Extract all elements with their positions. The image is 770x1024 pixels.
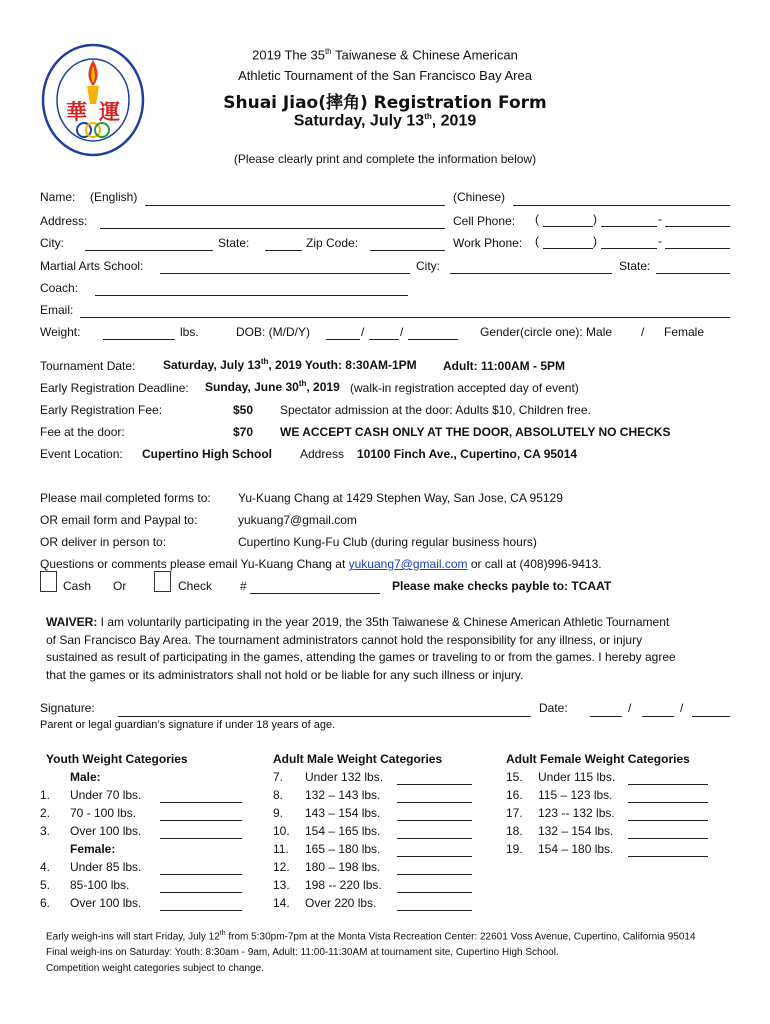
weight-label: Weight: [40, 325, 81, 339]
signature-date-month[interactable] [590, 716, 622, 717]
tournament-date-label: Tournament Date: [40, 359, 136, 373]
dob-day-field[interactable] [369, 339, 399, 340]
category-label: 154 – 180 lbs. [538, 842, 614, 856]
category-number: 1. [40, 788, 51, 802]
category-number: 4. [40, 860, 51, 874]
chinese-label: (Chinese) [453, 190, 506, 204]
category-number: 12. [273, 860, 290, 874]
category-entry-field[interactable] [397, 856, 472, 857]
contact-email-link[interactable]: yukuang7@gmail.com [348, 557, 468, 571]
english-label: (English) [90, 190, 138, 204]
category-number: 19. [506, 842, 523, 856]
category-entry-field[interactable] [160, 838, 242, 839]
category-entry-field[interactable] [397, 874, 472, 875]
state-label: State: [218, 236, 250, 250]
category-entry-field[interactable] [628, 784, 708, 785]
category-label: 123 -- 132 lbs. [538, 806, 615, 820]
category-row [273, 878, 472, 896]
early-fee-label: Early Registration Fee: [40, 403, 163, 417]
category-row [273, 806, 472, 824]
category-label: Under 85 lbs. [70, 860, 142, 874]
walk-in-note: (walk-in registration accepted day of event) [350, 381, 579, 395]
category-label: 132 – 143 lbs. [305, 788, 381, 802]
category-row [273, 824, 472, 842]
deliver-value: Cupertino Kung-Fu Club (during regular business hours) [238, 535, 537, 549]
check-number-hash: # [240, 579, 247, 593]
cash-only-note: WE ACCEPT CASH ONLY AT THE DOOR, ABSOLUTELY NO CHECKS [280, 425, 671, 439]
category-number: 10. [273, 824, 290, 838]
category-entry-field[interactable] [397, 802, 472, 803]
category-number: 7. [273, 770, 284, 784]
category-entry-field[interactable] [628, 838, 708, 839]
school-state-field[interactable] [656, 273, 730, 274]
school-city-field[interactable] [450, 273, 612, 274]
spectator-note: Spectator admission at the door: Adults $10, Children free. [280, 403, 591, 417]
category-entry-field[interactable] [397, 838, 472, 839]
event-address-value: 10100 Finch Ave., Cupertino, CA 95014 [357, 447, 578, 461]
category-label: 165 – 180 lbs. [305, 842, 381, 856]
mail-value: Yu-Kuang Chang at 1429 Stephen Way, San Jose, CA 95129 [238, 491, 563, 505]
category-number: 5. [40, 878, 51, 892]
footer-line-3: Competition weight categories subject to change. [46, 963, 264, 975]
logo-center-chars: 華運 [66, 100, 132, 124]
signature-date-label: Date: [539, 701, 568, 715]
location-label: Event Location: [40, 447, 123, 461]
footer-line-2: Final weigh-ins on Saturday: Youth: 8:30am - 9am, Adult: 11:00-11:30AM at tournament site, Cupertino High School. [46, 947, 559, 959]
door-fee-label: Fee at the door: [40, 425, 125, 439]
zip-label: Zip Code: [306, 236, 359, 250]
category-entry-field[interactable] [397, 820, 472, 821]
category-entry-field[interactable] [628, 802, 708, 803]
name-english-field[interactable] [145, 205, 445, 206]
category-label: 180 – 198 lbs. [305, 860, 381, 874]
signature-date-day[interactable] [642, 716, 674, 717]
gender-label[interactable]: Gender(circle one): Male [480, 325, 613, 339]
address-field[interactable] [100, 228, 445, 229]
category-number: 3. [40, 824, 51, 838]
cash-label: Cash [63, 579, 92, 593]
email-submit-value: yukuang7@gmail.com [238, 513, 357, 527]
category-entry-field[interactable] [160, 892, 242, 893]
gender-separator: / [641, 325, 645, 339]
signature-date-slash2: / [680, 701, 684, 715]
or-label: Or [113, 579, 127, 593]
category-label: Under 115 lbs. [538, 770, 616, 784]
category-row [506, 788, 708, 806]
category-label: Over 220 lbs. [305, 896, 377, 910]
adult-male-title: Adult Male Weight Categories [273, 752, 443, 766]
category-entry-field[interactable] [160, 802, 242, 803]
category-number: 8. [273, 788, 284, 802]
category-label: 132 – 154 lbs. [538, 824, 614, 838]
email-submit-label: OR email form and Paypal to: [40, 513, 198, 527]
name-chinese-field[interactable] [513, 205, 730, 206]
category-label: 85-100 lbs. [70, 878, 130, 892]
mail-label: Please mail completed forms to: [40, 491, 211, 505]
header-line1: 2019 The 35th Taiwanese & Chinese American [252, 47, 518, 63]
category-label: 70 - 100 lbs. [70, 806, 137, 820]
location-value: Cupertino High School [142, 447, 272, 461]
adult-time: Adult: 11:00AM - 5PM [443, 359, 566, 373]
school-field[interactable] [160, 273, 410, 274]
waiver-text: WAIVER: I am voluntarily participating in the year 2019, the 35th Taiwanese & Chinese American Athletic Tournament of San Francisco Bay Area. The tournament administrators cannot hold the responsibility for any illness, or injury sustained as result of participating in the games, attending the games or traveling to or from the games. I hereby agree that the games or its administrators shall not hold or be liable for any such illness or injury. [46, 615, 676, 682]
event-address-label: Address [300, 447, 345, 461]
email-field[interactable] [80, 317, 730, 318]
footer-notes [46, 926, 696, 977]
category-row [40, 788, 242, 806]
door-fee-value: $70 [233, 425, 254, 439]
category-label: 143 – 154 lbs. [305, 806, 381, 820]
signature-date-year[interactable] [692, 716, 730, 717]
category-row [40, 878, 242, 896]
early-deadline-label: Early Registration Deadline: [40, 381, 189, 395]
state-field[interactable] [265, 250, 302, 251]
category-number: 15. [506, 770, 523, 784]
dob-label: DOB: (M/D/Y) [236, 325, 310, 339]
category-label: Under 70 lbs. [70, 788, 142, 802]
category-entry-field[interactable] [397, 784, 472, 785]
category-row [273, 896, 472, 914]
category-number: 13. [273, 878, 290, 892]
check-checkbox[interactable] [154, 571, 171, 592]
category-entry-field[interactable] [397, 910, 472, 911]
email-label: Email: [40, 303, 74, 317]
category-number: 11. [273, 842, 289, 856]
zip-field[interactable] [370, 250, 445, 251]
category-label: Over 100 lbs. [70, 824, 142, 838]
category-row [506, 842, 708, 860]
category-row [40, 824, 242, 842]
youth-female-label: Female: [70, 842, 116, 856]
address-label: Address: [40, 214, 88, 228]
event-date-heading: Saturday, July 13th, 2019 [293, 112, 477, 130]
school-city-label: City: [416, 259, 440, 273]
signature-label: Signature: [40, 701, 95, 715]
guardian-note: Parent or legal guardian’s signature if under 18 years of age. [40, 719, 336, 731]
instructions-text: (Please clearly print and complete the information below) [233, 152, 537, 166]
coach-label: Coach: [40, 281, 79, 295]
adult-female-title: Adult Female Weight Categories [506, 752, 690, 766]
category-entry-field[interactable] [160, 874, 242, 875]
dob-slash-2: / [400, 325, 404, 339]
category-row [506, 806, 708, 824]
header-line2: Athletic Tournament of the San Francisco Bay Area [238, 68, 532, 83]
category-label: 115 – 123 lbs. [538, 788, 613, 802]
youth-categories-title: Youth Weight Categories [46, 752, 188, 766]
lbs-label: lbs. [180, 325, 199, 339]
coach-field[interactable] [95, 295, 408, 296]
dob-month-field[interactable] [326, 339, 360, 340]
category-label: Under 132 lbs. [305, 770, 384, 784]
early-fee-value: $50 [233, 403, 254, 417]
school-label: Martial Arts School: [40, 259, 144, 273]
category-number: 17. [506, 806, 523, 820]
category-row [40, 860, 242, 878]
category-number: 14. [273, 896, 290, 910]
signature-date-slash1: / [628, 701, 632, 715]
city-label: City: [40, 236, 64, 250]
early-deadline-value: Sunday, June 30th, 2019 [205, 379, 340, 394]
questions-line: Questions or comments please email Yu-Kuang Chang at yukuang7@gmail.com or call at (408)996-9413. [40, 557, 602, 571]
footer-line-1: Early weigh-ins will start Friday, July 12th from 5:30pm-7pm at the Monta Vista Recreation Center: 22601 Voss Avenue, Cupertino, California 95014 [46, 930, 696, 943]
weight-field[interactable] [103, 339, 175, 340]
category-entry-field[interactable] [628, 856, 708, 857]
category-row [273, 788, 472, 806]
work-phone-label: Work Phone: [453, 236, 523, 250]
gender-female-option[interactable]: Female [664, 325, 705, 339]
category-entry-field[interactable] [397, 892, 472, 893]
category-row [273, 770, 472, 788]
city-field[interactable] [85, 250, 213, 251]
category-row [40, 806, 242, 824]
category-row [273, 842, 472, 860]
cell-phone-label: Cell Phone: [453, 214, 516, 228]
dob-year-field[interactable] [408, 339, 458, 340]
category-row [273, 860, 472, 878]
category-row [506, 824, 708, 842]
school-state-label: State: [619, 259, 651, 273]
dob-slash-1: / [361, 325, 365, 339]
check-label: Check [178, 579, 213, 593]
category-number: 9. [273, 806, 284, 820]
page-title: Shuai Jiao(摔角) Registration Form [223, 93, 547, 113]
category-label: 154 – 165 lbs. [305, 824, 381, 838]
category-entry-field[interactable] [160, 820, 242, 821]
cell-phone-field[interactable]: ( ) - [535, 212, 730, 229]
signature-field[interactable] [118, 716, 531, 717]
category-row [40, 896, 242, 914]
category-entry-field[interactable] [628, 820, 708, 821]
category-number: 6. [40, 896, 51, 910]
category-number: 18. [506, 824, 523, 838]
category-label: 198 -- 220 lbs. [305, 878, 382, 892]
payable-note: Please make checks payble to: TCAAT [392, 579, 612, 593]
cash-checkbox[interactable] [40, 571, 57, 592]
name-label: Name: [40, 190, 76, 204]
deliver-label: OR deliver in person to: [40, 535, 167, 549]
work-phone-field[interactable]: ( ) - [535, 234, 730, 251]
category-entry-field[interactable] [160, 910, 242, 911]
youth-male-label: Male: [70, 770, 101, 784]
check-number-field[interactable] [250, 593, 380, 594]
category-number: 2. [40, 806, 51, 820]
category-number: 16. [506, 788, 523, 802]
category-label: Over 100 lbs. [70, 896, 142, 910]
category-row [506, 770, 708, 788]
tournament-date-value: Saturday, July 13th, 2019 Youth: 8:30AM-1PM [163, 357, 417, 372]
